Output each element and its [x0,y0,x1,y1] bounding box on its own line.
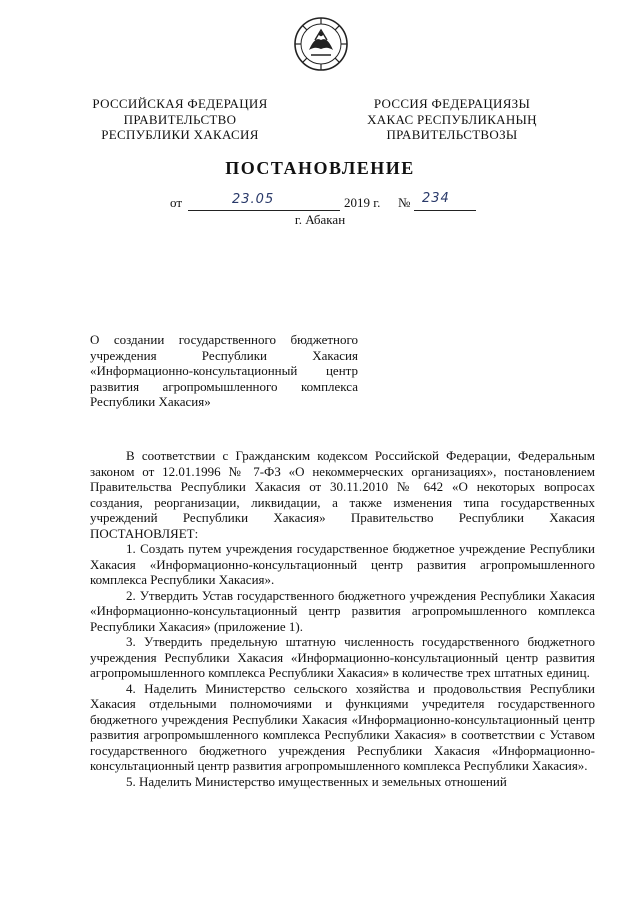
clause-4: 4. Наделить Министерство сельского хозяйства и продовольствия Республики Хакасия отдельными полномочиями и функциями учредителя государственного бюджетного учреждения Республики Хакасия «Информационно-консультационный центр развития агропромышленного комплекса Республики Хакасия» в соответствии с Уставом государственного бюджетного учреждения Республики Хакасия «Информационно-консультационный центр развития агропромышленного комплекса Республики Хакасия». [90,680,595,773]
header-right-block [352,96,552,143]
handwritten-number: 234 [422,191,450,206]
city-label: г. Абакан [294,212,346,227]
header-left-block [80,96,280,143]
clause-3: 3. Утвердить предельную штатную численность государственного бюджетного учреждения Республики Хакасия «Информационно-консультационный центр развития агропромышленного комплекса Республики Хакасия» в количестве трех штатных единиц. [90,634,595,680]
header-left-line-2: ПРАВИТЕЛЬСТВО [123,111,237,127]
date-year: 2019 г. [344,195,381,210]
clause-2: 2. Утвердить Устав государственного бюджетного учреждения Республики Хакасия «Информационно-консультационный центр развития агропромышленного комплекса Республики Хакасия» (приложение 1). [90,587,595,634]
number-label: № [398,195,411,210]
handwritten-date: 23.05 [232,192,275,207]
header-right-line-1: РОССИЯ ФЕДЕРАЦИЯЗЫ [373,96,531,111]
document-title: ПОСТАНОВЛЕНИЕ [225,158,415,178]
clause-1: 1. Создать путем учреждения государственное бюджетное учреждение Республики Хакасия «Информационно-консультационный центр развития агропромышленного комплекса Республики Хакасия». [90,541,595,587]
preamble-paragraph: В соответствии с Гражданским кодексом Российской Федерации, Федеральным законом от 12.01.1996 № 7-ФЗ «О некоммерческих организациях», постановлением Правительства Республики Хакасия от 30.11.2010 № 642 «О некоторых вопросах создания, реорганизации, ликвидации, а также изменения типа государственных учреждений Республики Хакасия» Правительство Республики Хакасия ПОСТАНОВЛЯЕТ: [90,448,595,541]
date-underline [188,210,340,211]
header-left-line-3: РЕСПУБЛИКИ ХАКАСИЯ [101,127,259,142]
date-prefix: от [170,195,183,210]
header-right-line-3: ПРАВИТЕЛЬСТВОЗЫ [386,127,518,142]
document-subject: О создании государственного бюджетного учреждения Республики Хакасия «Информационно-консультационный центр развития агропромышленного комплекса Республики Хакасия» [90,332,358,410]
clause-5: 5. Наделить Министерство имущественных и земельных отношений [126,773,507,789]
document-body [90,448,595,789]
header-right-line-2: ХАКАС РЕСПУБЛИКАНЫҢ [367,111,537,127]
coat-of-arms-emblem [293,16,349,72]
header-left-line-1: РОССИЙСКАЯ ФЕДЕРАЦИЯ [92,96,268,111]
number-underline [414,210,476,211]
